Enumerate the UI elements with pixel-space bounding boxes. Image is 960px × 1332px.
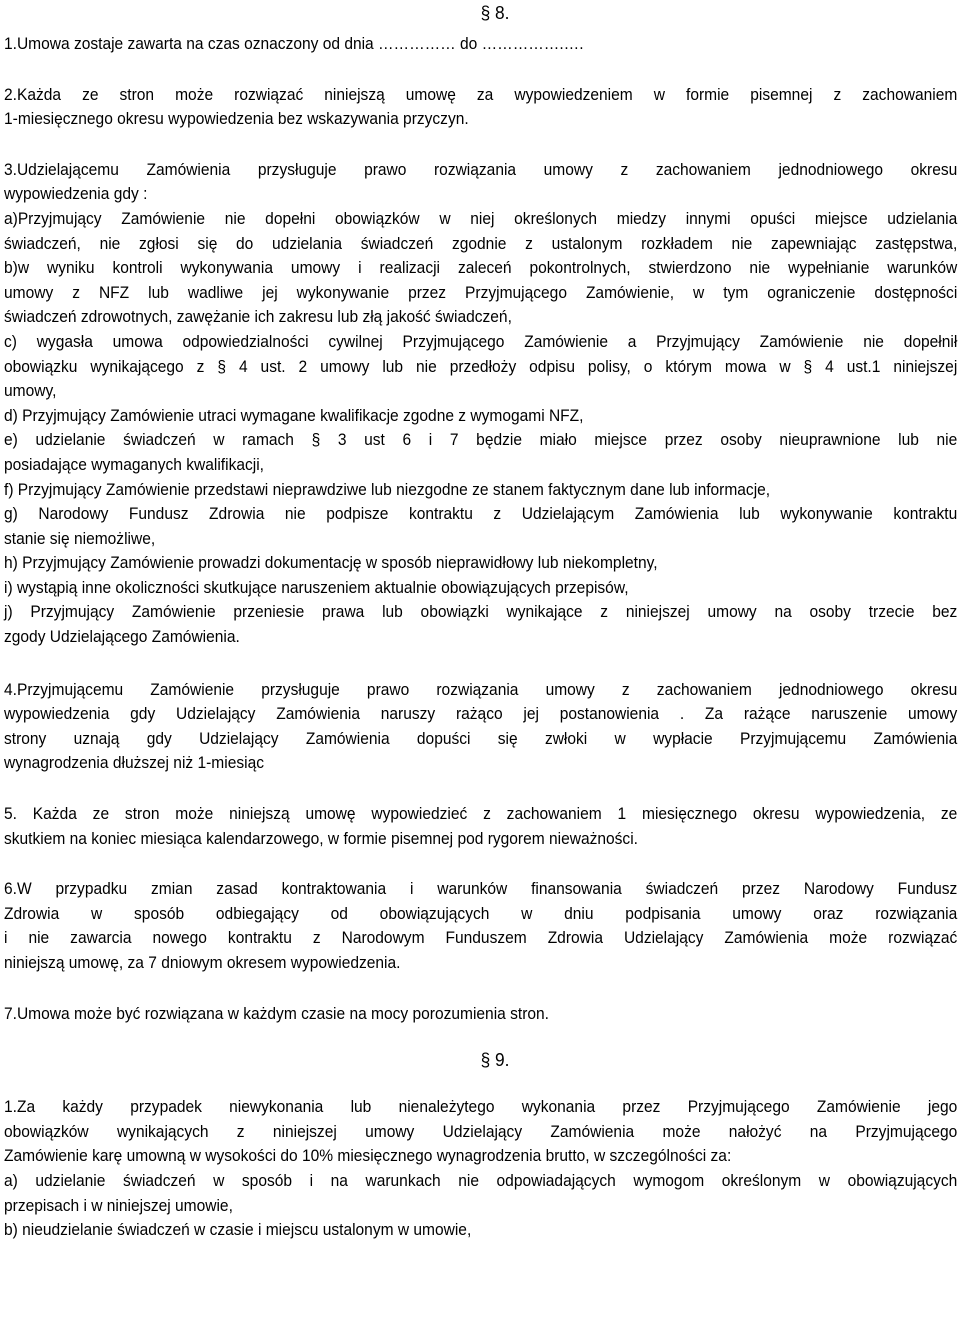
text-line: wynagrodzenia dłuższej niż 1-miesiąc bbox=[4, 754, 264, 773]
text-line: h) Przyjmujący Zamówienie prowadzi dokumentację w sposób nieprawidłowy lub niekompletny, bbox=[4, 554, 658, 573]
text-line: 1.Za każdy przypadek niewykonania lub nienależytego wykonania przez Przyjmującego Zamówienie jego bbox=[4, 1098, 958, 1117]
text-line: 7.Umowa może być rozwiązana w każdym czasie na mocy porozumienia stron. bbox=[4, 1004, 549, 1023]
paragraph-8-6 bbox=[4, 877, 957, 975]
text-line: umowy, bbox=[4, 382, 57, 401]
paragraph-8-2 bbox=[4, 83, 957, 132]
section-9-heading: § 9. bbox=[480, 1050, 510, 1071]
text-line: i nie zawarcia nowego kontraktu z Narodowym Funduszem Zdrowia Udzielający Zamówienia może rozwiązać bbox=[4, 929, 958, 948]
text-line: e) udzielanie świadczeń w ramach § 3 ust 6 i 7 będzie miało miejsce przez osoby nieuprawnione lub nie bbox=[4, 431, 958, 450]
text-line: umowy z NFZ lub wadliwe jej wykonywanie przez Przyjmującego Zamówienie, w tym ograniczenie dostępności bbox=[4, 283, 958, 302]
text-line: niniejszą umowę, za 7 dniowym okresem wypowiedzenia. bbox=[4, 954, 401, 972]
spacer bbox=[4, 132, 957, 158]
text-line: obowiązku wynikającego z § 4 ust. 2 umowy lub nie przedłoży odpisu polisy, o którym mowa w § 4 ust.1 niniejszej bbox=[4, 357, 958, 376]
text-line: zgody Udzielającego Zamówienia. bbox=[4, 628, 240, 647]
text-line: 5. Każda ze stron może niniejszą umowę wypowiedzieć z zachowaniem 1 miesięcznego okresu wypowiedzenia, ze bbox=[4, 805, 958, 824]
paragraph-8-4 bbox=[4, 678, 957, 776]
text-line: skutkiem na koniec miesiąca kalendarzowego, w formie pisemnej pod rygorem nieważności. bbox=[4, 829, 638, 848]
text-line: świadczeń, nie zgłosi się do udzielania świadczeń zgodnie z ustalonym rozkładem nie zapewniając zastępstwa, bbox=[4, 234, 958, 253]
text-line: d) Przyjmujący Zamówienie utraci wymagane kwalifikacje zgodne z wymogami NFZ, bbox=[4, 406, 584, 425]
text-line: Zdrowia w sposób odbiegający od obowiązujących w dniu podpisania umowy oraz rozwiązania bbox=[4, 904, 958, 923]
text-line: Zamówienie karę umowną w wysokości do 10% miesięcznego wynagrodzenia brutto, w szczególności za: bbox=[4, 1147, 732, 1166]
text-line: wypowiedzenia gdy : bbox=[4, 185, 148, 204]
text-line: 2.Każda ze stron może rozwiązać niniejszą umowę za wypowiedzeniem w formie pisemnej z zachowaniem bbox=[4, 85, 958, 104]
paragraph-8-7 bbox=[4, 1002, 957, 1027]
text-line: b) nieudzielanie świadczeń w czasie i miejscu ustalonym w umowie, bbox=[4, 1221, 472, 1240]
text-line: 6.W przypadku zmian zasad kontraktowania i warunków finansowania świadczeń przez Narodowy Fundusz bbox=[4, 880, 958, 899]
text-line: j) Przyjmujący Zamówienie przeniesie prawa lub obowiązki wynikające z niniejszej umowy na osoby trzecie bez bbox=[4, 603, 958, 622]
spacer bbox=[4, 976, 957, 1002]
text-line: b)w wyniku kontroli wykonywania umowy i realizacji zaleceń pokontrolnych, stwierdzono nie wypełnianie warunków bbox=[4, 259, 958, 278]
text-line: 3.Udzielającemu Zamówienia przysługuje prawo rozwiązania umowy z zachowaniem jednodniowego okresu bbox=[4, 160, 958, 179]
text-line: strony uznają gdy Udzielający Zamówienia dopuści się zwłoki w wypłacie Przyjmującemu Zamówienia bbox=[4, 729, 958, 748]
text-line: wypowiedzenia gdy Udzielający Zamówienia naruszy rażąco jej postanowienia . Za rażące naruszenie umowy bbox=[4, 705, 958, 724]
text-line: 4.Przyjmującemu Zamówienie przysługuje prawo rozwiązania umowy z zachowaniem jednodniowego okresu bbox=[4, 680, 958, 699]
spacer bbox=[4, 1026, 957, 1048]
spacer bbox=[4, 57, 957, 83]
spacer bbox=[4, 776, 957, 802]
text-line: stanie się niemożliwe, bbox=[4, 529, 156, 548]
paragraph-8-1 bbox=[4, 32, 957, 57]
spacer bbox=[4, 650, 957, 678]
spacer bbox=[4, 851, 957, 877]
text-line: obowiązków wynikających z niniejszej umowy Udzielający Zamówienia może nałożyć na Przyjmującego bbox=[4, 1122, 958, 1141]
text-line: świadczeń zdrowotnych, zawężanie ich zakresu lub złą jakość świadczeń, bbox=[4, 308, 512, 327]
paragraph-8-5 bbox=[4, 802, 957, 851]
text-line: g) Narodowy Fundusz Zdrowia nie podpisze kontraktu z Udzielającym Zamówienia lub wykonywanie kontraktu bbox=[4, 505, 958, 524]
text-line: 1.Umowa zostaje zawarta na czas oznaczony od dnia …………… do …………….…. bbox=[4, 35, 584, 53]
section-8-heading: § 8. bbox=[480, 3, 510, 23]
spacer bbox=[4, 1072, 957, 1095]
text-line: przepisach i w niniejszej umowie, bbox=[4, 1196, 233, 1215]
text-line: a) udzielanie świadczeń w sposób i na warunkach nie odpowiadających wymogom określonym w obowiązujących bbox=[4, 1171, 958, 1190]
text-line: f) Przyjmujący Zamówienie przedstawi nieprawdziwe lub niezgodne ze stanem faktycznym dane lub informacje, bbox=[4, 480, 771, 499]
text-line: i) wystąpią inne okoliczności skutkujące naruszeniem aktualnie obowiązujących przepisów, bbox=[4, 578, 629, 597]
text-line: c) wygasła umowa odpowiedzialności cywilnej Przyjmującego Zamówienie a Przyjmujący Zamówienie nie dopełnił bbox=[4, 332, 958, 351]
document-page bbox=[4, 0, 957, 1243]
paragraph-9-1 bbox=[4, 1095, 957, 1243]
paragraph-8-3 bbox=[4, 158, 957, 650]
text-line: a)Przyjmujący Zamówienie nie dopełni obowiązków w niej określonych miedzy innymi opuści miejsce udzielania bbox=[4, 209, 958, 228]
text-line: posiadające wymaganych kwalifikacji, bbox=[4, 455, 264, 474]
text-line: 1-miesięcznego okresu wypowiedzenia bez wskazywania przyczyn. bbox=[4, 110, 469, 129]
